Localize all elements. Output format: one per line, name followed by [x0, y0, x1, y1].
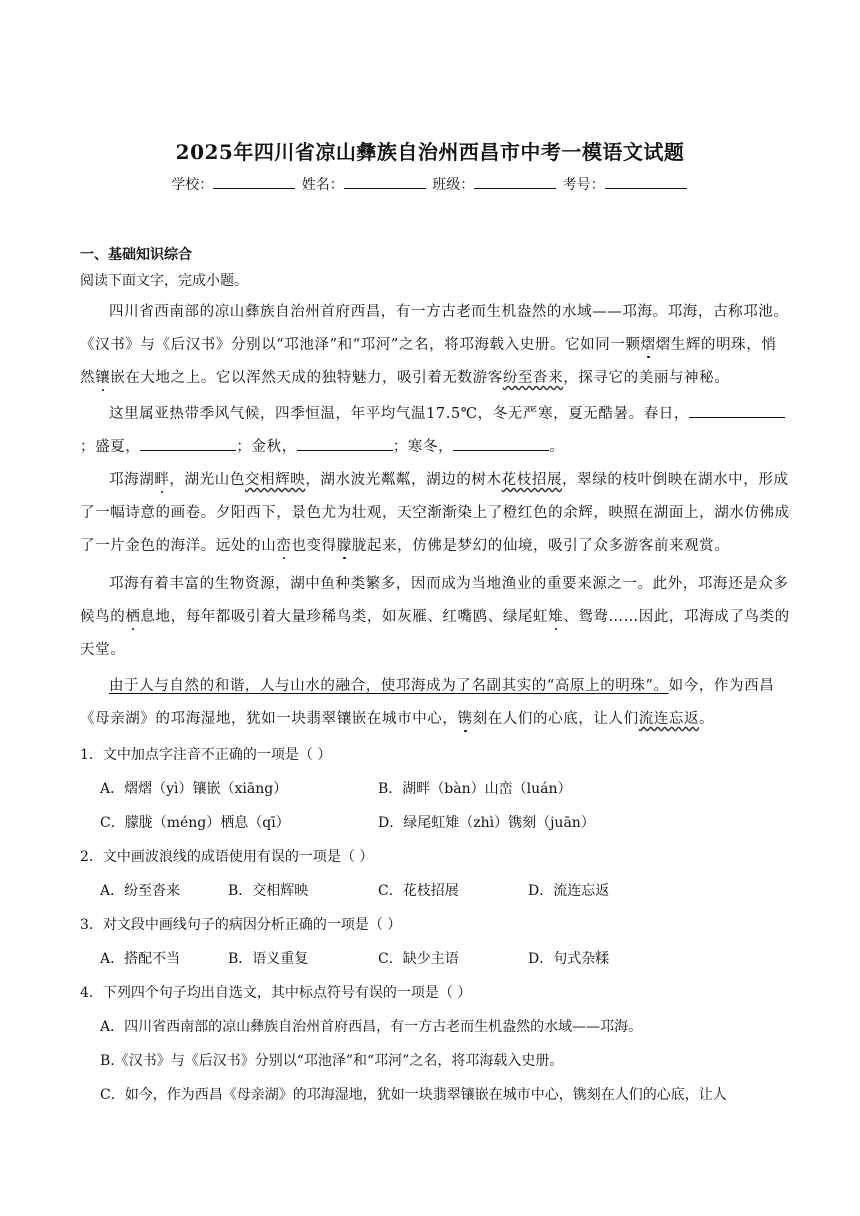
- question-3-option-a[interactable]: A．搭配不当: [100, 951, 181, 967]
- idiom-huazhizhaozhan: 花枝招展: [501, 472, 563, 488]
- p3-text-i: 也变得: [291, 538, 337, 554]
- idiom-liulianwangfan: 流连忘返: [638, 711, 700, 727]
- fill-blank-autumn[interactable]: [297, 436, 393, 451]
- dotted-char-juan: 镌: [457, 711, 473, 727]
- p4-text-e: 、鸳鸯……因此，邛海成了鸟类的天堂。: [80, 609, 790, 658]
- p3-text-e: ，湖水波光粼粼，湖边的树木: [305, 472, 502, 488]
- question-3-option-c[interactable]: C．缺少主语: [378, 951, 459, 967]
- page-title: 2025年四川省凉山彝族自治州西昌市中考一模语文试题: [175, 140, 685, 164]
- dotted-char-qi: 栖: [125, 609, 141, 625]
- dotted-char-xiang: 镶: [95, 370, 111, 386]
- p4-text-c: 息地，每年都吸引着大量珍稀鸟类，如灰雁、红嘴鸥、绿尾虹: [140, 609, 549, 625]
- p3-text-c: ，湖光山色: [169, 472, 245, 488]
- question-2-option-a[interactable]: A．纷至沓来: [100, 883, 181, 899]
- dotted-char-yi: 熠: [640, 337, 656, 353]
- question-2-stem: 2．文中画波浪线的成语使用有误的一项是（ ）: [80, 849, 374, 865]
- question-4-stem: 4．下列四个句子均出自选文，其中标点符号有误的一项是（ ）: [80, 985, 472, 1001]
- question-4-option-c[interactable]: C．如今，作为西昌《母亲湖》的邛海湿地，犹如一块翡翠镶嵌在城市中心，镌刻在人们的心底，让人: [100, 1087, 727, 1103]
- question-1-option-c[interactable]: C．朦胧（méng）栖息（qī）: [100, 815, 290, 831]
- question-4-option-a[interactable]: A．四川省西南部的凉山彝族自治州首府西昌，有一方古老而生机盎然的水域——邛海。: [100, 1019, 643, 1035]
- dotted-char-luan: 峦: [276, 538, 292, 554]
- p5-text-b: 如今，作为西昌《母亲湖》的邛海湿地，犹如一块翡翠镶嵌在城市中心，: [80, 678, 775, 727]
- p2-text-a: 这里属亚热带季风气候，四季恒温，年平均气温17.5℃，冬无严寒，夏无酷暑。春日，: [109, 406, 690, 422]
- p2-text-e: 。: [549, 439, 565, 455]
- p1-text-g: ，探寻它的美丽与神秘。: [563, 370, 730, 386]
- passage-paragraph-1: [80, 296, 790, 395]
- dotted-char-meng: 朦: [336, 538, 352, 554]
- question-1-stem: 1．文中加点字注音不正确的一项是（ ）: [80, 747, 332, 763]
- question-1-option-a[interactable]: A．熠熠（yì）镶嵌（xiāng）: [100, 781, 288, 797]
- question-4-option-b[interactable]: B.《汉书》与《后汉书》分别以“邛池泽”和“邛河”之名，将邛海载入史册。: [100, 1053, 564, 1069]
- class-label: 班级：: [432, 177, 475, 193]
- fill-blank-winter[interactable]: [453, 436, 549, 451]
- name-blank[interactable]: [344, 176, 426, 189]
- school-label: 学校：: [171, 177, 214, 193]
- p3-text-g: ，翠绿的枝叶倒映在湖水中，形成了一幅诗意的画卷。夕阳西下，景色尤为壮观，天空渐渐染上了橙红色的余辉，映照在湖面上，湖水仿佛成了一片金色的海洋。远处的山: [80, 472, 790, 554]
- p2-text-b: ；盛夏，: [80, 439, 141, 455]
- section-heading: 一、基础知识综合: [80, 247, 192, 263]
- idiom-fenzhitalai: 纷至沓来: [502, 370, 564, 386]
- exam-no-blank[interactable]: [605, 176, 687, 189]
- name-label: 姓名：: [301, 177, 344, 193]
- underlined-sentence: 由于人与自然的和谐，人与山水的融合，使邛海成为了名副其实的“高原上的明珠”。: [109, 678, 669, 694]
- p5-text-d: 刻在人们的心底，让人们: [472, 711, 639, 727]
- question-2-option-d[interactable]: D．流连忘返: [528, 883, 610, 899]
- question-3-stem: 3．对文段中画线句子的病因分析正确的一项是（ ）: [80, 917, 402, 933]
- fill-blank-summer[interactable]: [140, 436, 236, 451]
- question-2-option-c[interactable]: C．花枝招展: [378, 883, 459, 899]
- fill-blank-spring[interactable]: [689, 403, 785, 418]
- question-2-option-b[interactable]: B．交相辉映: [228, 883, 309, 899]
- p2-text-d: ；寒冬，: [392, 439, 454, 455]
- dotted-char-pan: 畔: [154, 472, 170, 488]
- passage-paragraph-2: [80, 398, 790, 464]
- question-3-option-d[interactable]: D．句式杂糅: [528, 951, 610, 967]
- idiom-jiaoxianghuiying: 交相辉映: [244, 472, 306, 488]
- exam-no-label: 考号：: [562, 177, 605, 193]
- p5-text-f: 。: [699, 711, 715, 727]
- p1-text-c: 熠生辉的明珠，悄然: [80, 337, 777, 386]
- dotted-char-zhi: 雉: [548, 609, 564, 625]
- class-blank[interactable]: [474, 176, 556, 189]
- p3-text-k: 胧起来，仿佛是梦幻的仙境，吸引了众多游客前来观赏。: [351, 538, 730, 554]
- p1-text-e: 嵌在大地之上。它以浑然天成的独特魅力，吸引着无数游客: [110, 370, 503, 386]
- student-info-line: [0, 174, 860, 194]
- p3-text-a: 邛海湖: [109, 472, 155, 488]
- question-1-option-d[interactable]: D．绿尾虹雉（zhì）镌刻（juān）: [378, 815, 595, 831]
- passage-paragraph-5: [80, 670, 790, 736]
- p1-text-a: 四川省西南部的凉山彝族自治州首府西昌，有一方古老而生机盎然的水域——邛海。邛海，古称邛池。《汉书》与《后汉书》分别以“邛池泽”和“邛河”之名，将邛海载入史册。它如同一颗: [80, 304, 789, 353]
- question-1-option-b[interactable]: B．湖畔（bàn）山峦（luán）: [378, 781, 572, 797]
- p2-text-c: ；金秋，: [236, 439, 297, 455]
- p4-text-a: 邛海有着丰富的生物资源，湖中鱼种类繁多，因而成为当地渔业的重要来源之一。此外，邛海还是众多候鸟的: [80, 576, 789, 625]
- school-blank[interactable]: [213, 176, 295, 189]
- passage-paragraph-4: [80, 568, 790, 667]
- question-3-option-b[interactable]: B．语义重复: [228, 951, 309, 967]
- instruction-text: 阅读下面文字，完成小题。: [80, 273, 248, 289]
- passage-paragraph-3: [80, 464, 790, 563]
